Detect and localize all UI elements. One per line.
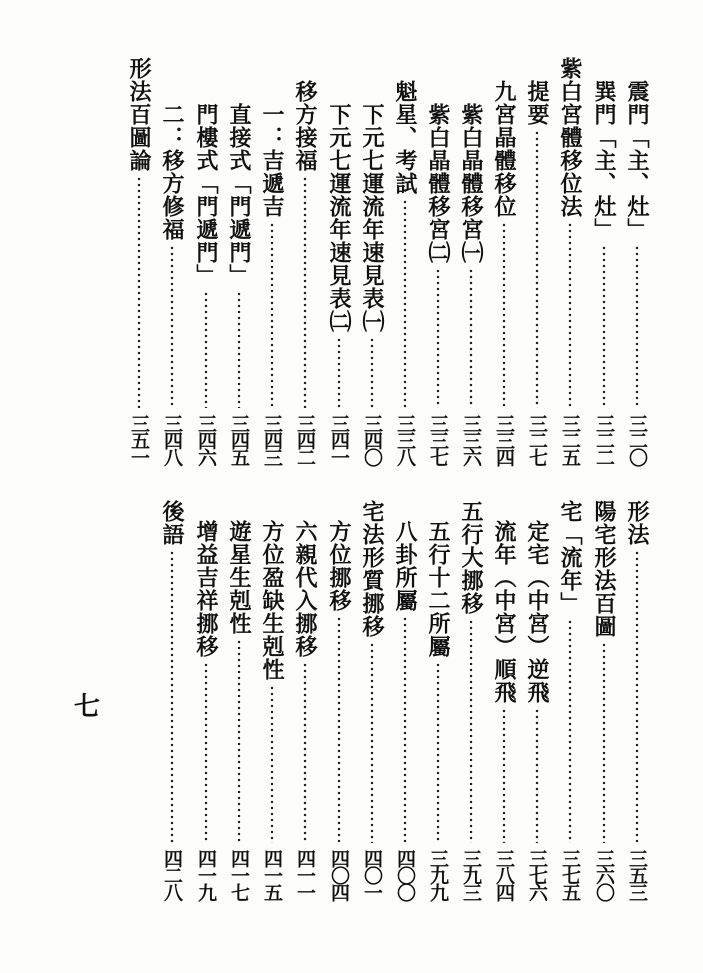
toc-entry	[520, 80, 554, 465]
toc-entry	[388, 80, 422, 465]
toc-entry-page: 四〇〇	[394, 849, 416, 900]
leader-dots	[535, 708, 539, 843]
toc-entry	[487, 520, 521, 900]
leader-dots	[370, 337, 374, 408]
toc-entry	[122, 57, 156, 465]
toc-entry	[255, 103, 289, 465]
toc-entry-title: 移方接福	[292, 80, 318, 172]
toc-entry	[487, 80, 521, 465]
toc-entry	[255, 520, 289, 900]
toc-entry-title: 方位挪移	[326, 520, 352, 612]
toc-entry	[421, 520, 455, 900]
toc-entry	[322, 103, 356, 465]
toc-entry-title: 流年（中宮）順飛	[491, 520, 517, 704]
toc-entry	[421, 103, 455, 465]
toc-entry-title: 五行大挪移	[458, 500, 484, 615]
toc-entry-page: 三四三	[261, 414, 283, 465]
toc-entry	[189, 520, 223, 900]
leader-dots	[170, 550, 174, 843]
toc-entry-page: 三二五	[559, 414, 581, 465]
toc-entry-page: 四〇一	[361, 849, 383, 900]
toc-entry-page: 四一九	[195, 849, 217, 900]
leader-dots	[469, 268, 473, 408]
toc-entry-title: 下元七運流年速見表㈡	[326, 103, 352, 333]
leader-dots	[303, 176, 307, 408]
leader-dots	[469, 619, 473, 843]
leader-dots	[137, 176, 141, 408]
toc-entry	[155, 500, 189, 900]
toc-entry-page: 四一七	[228, 849, 250, 900]
leader-dots	[635, 550, 639, 843]
toc-entry-title: 巽門「主、灶」	[591, 80, 617, 241]
toc-entry	[620, 500, 654, 900]
toc-entry-title: 方位盈缺生剋性	[259, 520, 285, 681]
toc-entry-title: 直接式「門遞門」	[226, 103, 252, 287]
leader-dots	[535, 130, 539, 408]
toc-entry-page: 三三七	[427, 414, 449, 465]
toc-entry-page: 三五一	[128, 414, 150, 465]
toc-entry	[355, 103, 389, 465]
leader-dots	[502, 708, 506, 843]
toc-entry-page: 四〇四	[328, 849, 350, 900]
toc-entry	[288, 520, 322, 900]
toc-entry-title: 增益吉祥挪移	[193, 520, 219, 658]
toc-entry-page: 三三八	[394, 414, 416, 465]
leader-dots	[436, 662, 440, 843]
toc-entry-title: 宅「流年」	[557, 500, 583, 615]
leader-dots	[635, 245, 639, 408]
toc-entry-page: 三六〇	[593, 849, 615, 900]
leader-dots	[337, 337, 341, 408]
toc-entry-page: 三四六	[195, 414, 217, 465]
toc-entry-title: 陽宅形法百圖	[591, 500, 617, 638]
toc-entry-page: 三四〇	[361, 414, 383, 465]
toc-entry-title: 宅法形質挪移	[359, 500, 385, 638]
toc-entry-page: 四一一	[294, 849, 316, 900]
leader-dots	[602, 245, 606, 408]
toc-entry-page: 四二八	[161, 849, 183, 900]
toc-entry-page: 三四五	[228, 414, 250, 465]
toc-entry-title: 八卦所屬	[392, 520, 418, 612]
toc-entry-title: 二：移方修福	[159, 103, 185, 241]
toc-entry	[454, 103, 488, 465]
toc-entry-title: 提要	[524, 80, 550, 126]
toc-entry	[454, 500, 488, 900]
toc-entry-page: 三九三	[460, 849, 482, 900]
leader-dots	[436, 268, 440, 408]
toc-entry	[587, 500, 621, 900]
leader-dots	[568, 222, 572, 408]
toc-entry-title: 六親代入挪移	[292, 520, 318, 658]
leader-dots	[270, 685, 274, 843]
toc-entry-title: 門樓式「門遞門」	[193, 103, 219, 287]
toc-entry-title: 震門「主、灶」	[624, 80, 650, 241]
toc-entry-title: 定宅（中宮）逆飛	[524, 520, 550, 704]
toc-entry-page: 三二二	[593, 414, 615, 465]
leader-dots	[170, 245, 174, 408]
toc-entry-title: 下元七運流年速見表㈠	[359, 103, 385, 333]
toc-entry	[620, 80, 654, 465]
toc-entry-title: 遊星生剋性	[226, 520, 252, 635]
leader-dots	[602, 642, 606, 843]
leader-dots	[403, 616, 407, 843]
toc-entry-title: 形法百圖論	[126, 57, 152, 172]
toc-entry-title: 紫白晶體移宮㈡	[425, 103, 451, 264]
toc-entry	[388, 520, 422, 900]
leader-dots	[204, 291, 208, 408]
leader-dots	[337, 616, 341, 843]
toc-entry-page: 三四二	[294, 414, 316, 465]
toc-entry-page: 三八四	[493, 849, 515, 900]
toc-entry-title: 後語	[159, 500, 185, 546]
toc-entry	[322, 520, 356, 900]
toc-entry	[553, 57, 587, 465]
toc-entry-page: 三五三	[626, 849, 648, 900]
toc-entry	[355, 500, 389, 900]
toc-entry	[222, 520, 256, 900]
toc-entry	[520, 520, 554, 900]
leader-dots	[303, 662, 307, 843]
toc-entry	[222, 103, 256, 465]
toc-entry-page: 三三六	[460, 414, 482, 465]
leader-dots	[237, 291, 241, 408]
toc-entry-page: 三二七	[526, 414, 548, 465]
page-number: 七	[74, 692, 101, 722]
toc-entry-title: 紫白宮體移位法	[557, 57, 583, 218]
leader-dots	[403, 199, 407, 408]
toc-entry-title: 紫白晶體移宮㈠	[458, 103, 484, 264]
toc-entry-page: 三七六	[526, 849, 548, 900]
toc-entry-page: 三二〇	[626, 414, 648, 465]
toc-entry-title: 魁星、考試	[392, 80, 418, 195]
leader-dots	[270, 222, 274, 408]
toc-entry	[553, 500, 587, 900]
toc-entry	[189, 103, 223, 465]
toc-entry-page: 四一五	[261, 849, 283, 900]
toc-entry-title: 形法	[624, 500, 650, 546]
leader-dots	[237, 639, 241, 843]
toc-entry-page: 三九九	[427, 849, 449, 900]
leader-dots	[204, 662, 208, 843]
leader-dots	[568, 619, 572, 843]
toc-entry-title: 一：吉遞吉	[259, 103, 285, 218]
toc-entry	[155, 103, 189, 465]
toc-entry-page: 三四八	[161, 414, 183, 465]
toc-entry	[288, 80, 322, 465]
leader-dots	[370, 642, 374, 843]
leader-dots	[502, 222, 506, 408]
toc-entry-page: 三四一	[328, 414, 350, 465]
toc-entry-title: 五行十二所屬	[425, 520, 451, 658]
toc-entry-title: 九宮晶體移位	[491, 80, 517, 218]
toc-entry-page: 三七五	[559, 849, 581, 900]
toc-entry-page: 三三四	[493, 414, 515, 465]
toc-entry	[587, 80, 621, 465]
